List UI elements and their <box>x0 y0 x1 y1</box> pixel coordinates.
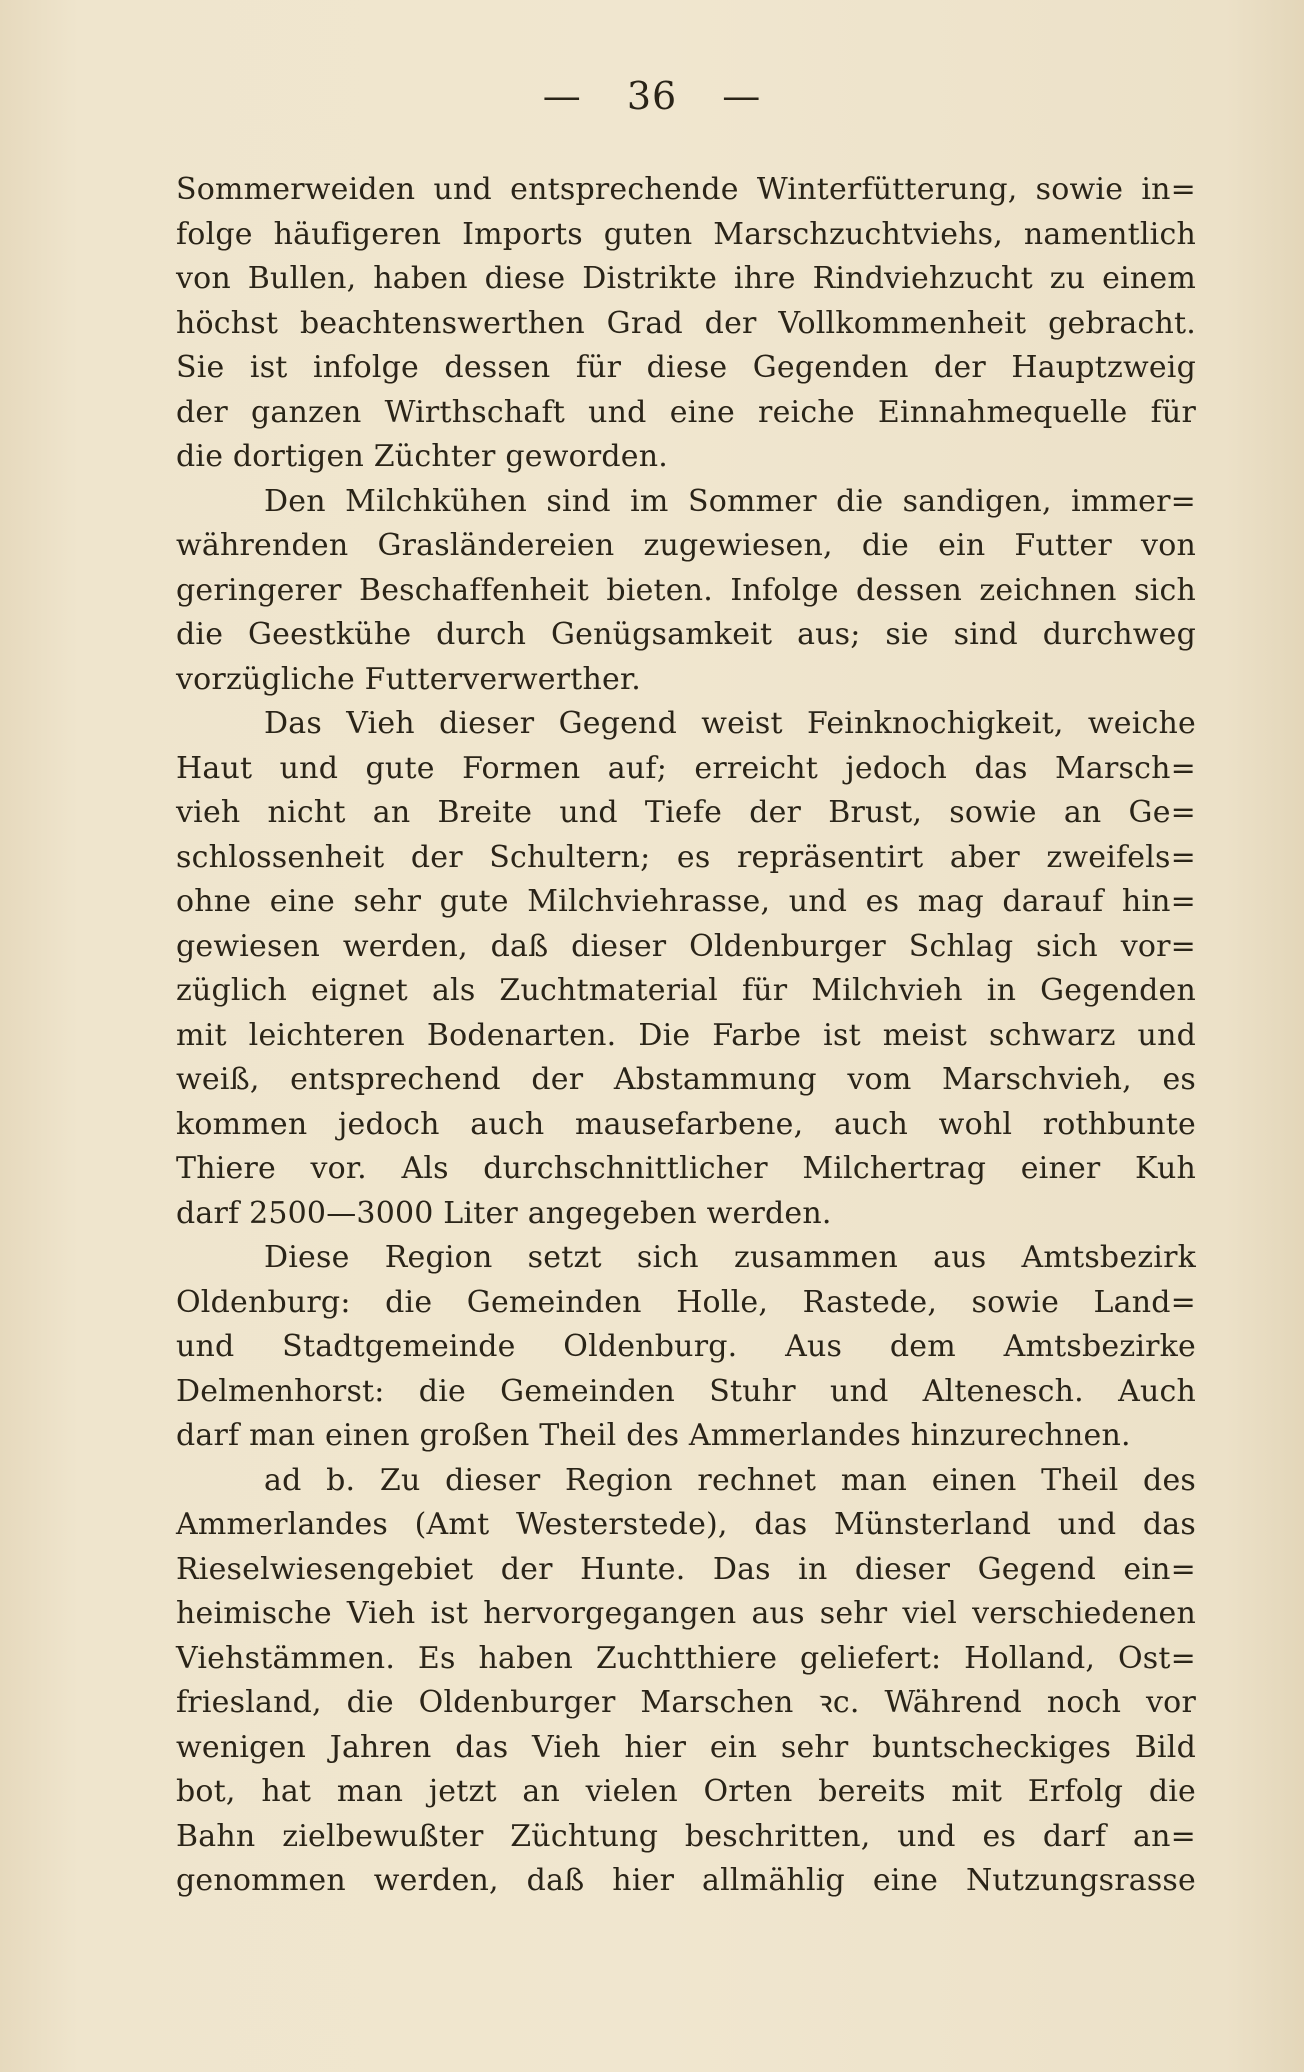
header-dash-right: — <box>722 74 762 118</box>
text-line: schlossenheit der Schultern; es repräsentirt aber zweifels= <box>176 839 1196 875</box>
text-line: Das Vieh dieser Gegend weist Feinknochigkeit, weiche <box>264 706 1196 741</box>
text-line: mit leichteren Bodenarten. Die Farbe ist meist schwarz und <box>176 1017 1196 1053</box>
text-line: folge häufigeren Imports guten Marschzuchtviehs, namentlich <box>176 216 1196 252</box>
text-line: darf man einen großen Theil des Ammerlandes hinzurechnen. <box>176 1418 1131 1453</box>
text-line: bot, hat man jetzt an vielen Orten bereits mit Erfolg die <box>176 1774 1196 1809</box>
text-line: vieh nicht an Breite und Tiefe der Brust, sowie an Ge= <box>176 795 1196 830</box>
page-header <box>0 74 1304 118</box>
text-line: Sie ist infolge dessen für diese Gegenden der Hauptzweig <box>176 350 1196 385</box>
text-line: die dortigen Züchter geworden. <box>176 439 668 474</box>
text-line: Delmenhorst: die Gemeinden Stuhr und Altenesch. Auch <box>176 1373 1196 1409</box>
text-line: ohne eine sehr gute Milchviehrasse, und es mag darauf hin= <box>176 884 1196 919</box>
text-line: von Bullen, haben diese Distrikte ihre Rindviehzucht zu einem <box>176 261 1196 296</box>
text-line: vorzügliche Futterverwerther. <box>176 661 641 697</box>
text-line: Diese Region setzt sich zusammen aus Amtsbezirk <box>264 1240 1196 1275</box>
text-line: Ammerlandes (Amt Westerstede), das Münsterland und das <box>176 1507 1196 1542</box>
page-number: 36 <box>626 74 678 118</box>
text-line: Rieselwiesengebiet der Hunte. Das in dieser Gegend ein= <box>176 1551 1196 1587</box>
text-line: gewiesen werden, daß dieser Oldenburger Schlag sich vor= <box>176 928 1196 964</box>
text-line: Thiere vor. Als durchschnittlicher Milchertrag einer Kuh <box>176 1151 1196 1186</box>
text-line: die Geestkühe durch Genügsamkeit aus; sie sind durchweg <box>176 617 1196 652</box>
header-dash-left: — <box>542 74 582 118</box>
text-line: weiß, entsprechend der Abstammung vom Marschvieh, es <box>176 1062 1196 1097</box>
text-line: wenigen Jahren das Vieh hier ein sehr buntscheckiges Bild <box>176 1729 1196 1765</box>
text-line: kommen jedoch auch mausefarbene, auch wohl rothbunte <box>176 1106 1196 1142</box>
text-line: darf 2500—3000 Liter angegeben werden. <box>176 1195 832 1231</box>
body-text <box>176 168 1196 1904</box>
text-line: friesland, die Oldenburger Marschen ꝛc. Während noch vor <box>176 1685 1196 1720</box>
text-line: Haut und gute Formen auf; erreicht jedoch das Marsch= <box>176 750 1196 786</box>
text-line: Viehstämmen. Es haben Zuchtthiere geliefert: Holland, Ost= <box>176 1640 1196 1676</box>
text-line: Oldenburg: die Gemeinden Holle, Rastede, sowie Land= <box>176 1284 1196 1320</box>
text-line: geringerer Beschaffenheit bieten. Infolge dessen zeichnen sich <box>176 572 1196 608</box>
text-line: heimische Vieh ist hervorgegangen aus sehr viel verschiedenen <box>176 1596 1196 1631</box>
text-line: höchst beachtenswerthen Grad der Vollkommenheit gebracht. <box>176 305 1196 341</box>
text-line: Bahn zielbewußter Züchtung beschritten, und es darf an= <box>176 1818 1196 1854</box>
text-line: und Stadtgemeinde Oldenburg. Aus dem Amtsbezirke <box>176 1329 1196 1364</box>
text-line: genommen werden, daß hier allmählig eine Nutzungsrasse <box>176 1863 1196 1898</box>
text-line: züglich eignet als Zuchtmaterial für Milchvieh in Gegenden <box>176 973 1196 1008</box>
text-line: ad b. Zu dieser Region rechnet man einen Theil des <box>264 1462 1196 1498</box>
text-line: Den Milchkühen sind im Sommer die sandigen, immer= <box>264 483 1196 519</box>
text-line: währenden Grasländereien zugewiesen, die ein Futter von <box>176 528 1196 563</box>
text-line: der ganzen Wirthschaft und eine reiche Einnahmequelle für <box>176 394 1196 430</box>
text-line: Sommerweiden und entsprechende Winterfütterung, sowie in= <box>176 172 1196 207</box>
